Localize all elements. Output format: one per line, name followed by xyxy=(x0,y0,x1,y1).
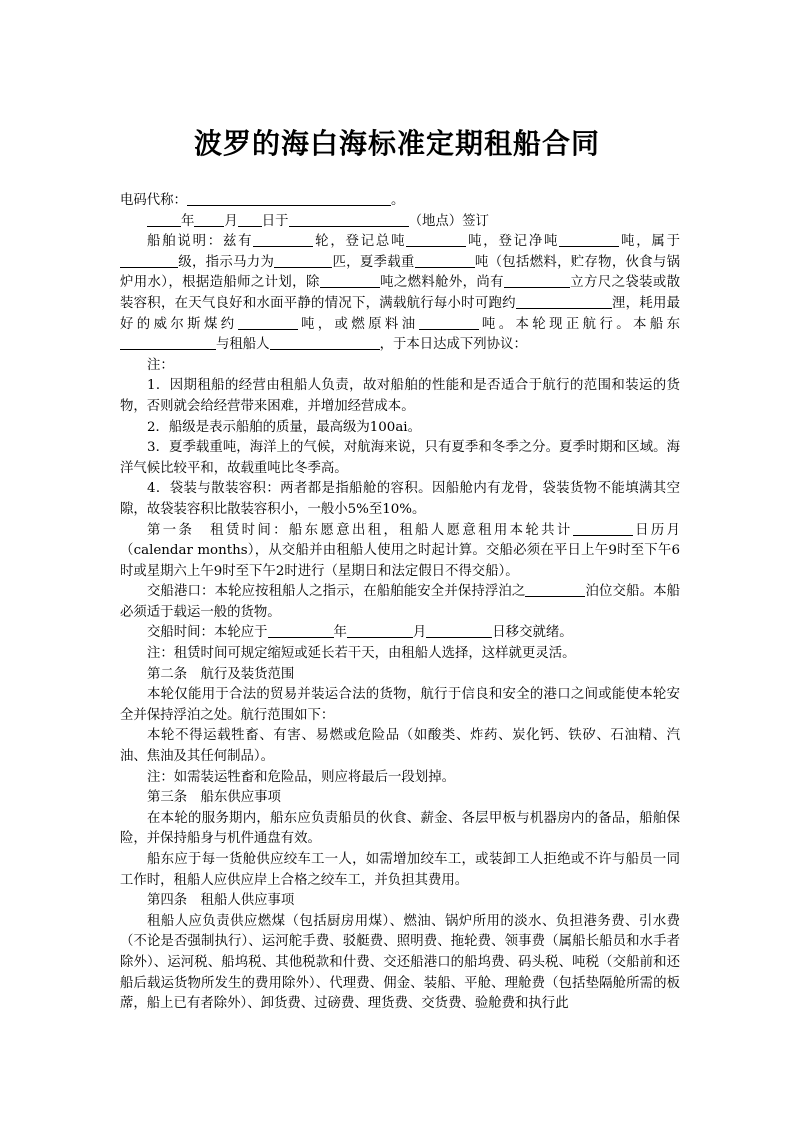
article-3-para-2: 船东应于每一货舱供应绞车工一人，如需增加绞车工，或装卸工人拒绝或不许与船员一同工作时，租船人应供应岸上合格之绞车工，并负担其费用。 xyxy=(120,852,680,888)
blank-field xyxy=(194,212,224,227)
blank-field xyxy=(289,212,409,227)
article-3-heading: 第三条 船东供应事项 xyxy=(147,790,281,806)
blank-field xyxy=(516,294,612,309)
article-4-para-1: 租船人应负责供应燃煤（包括厨房用煤）、燃油、锅炉所用的淡水、负担港务费、引水费（不论是否强制执行）、运河舵手费、驳艇费、照明费、拖轮费、领事费（属船长船员和水手者除外）、运河税、船坞税、其他税款和什费、交还船港口的船坞费、码头税、吨税（交船前和还船后载运货物所发生的费用除外）、代理费、佣金、装船、平舱、理舱费（包括垫隔舱所需的板蓆，船上已有者除外）、卸货费、过磅费、理货费、交货费、验舱费和执行此 xyxy=(120,913,680,1012)
note-1: 1．因期租船的经营由租船人负责，故对船舶的性能和是否适合于航行的范围和装运的货物，否则就会给经营带来困难，并增加经营成本。 xyxy=(120,378,680,414)
telegraph-code-line: 电码代称： 。 xyxy=(120,193,405,208)
blank-field xyxy=(415,253,475,268)
article-2-note: 注：如需装运牲畜和危险品，则应将最后一段划掉。 xyxy=(147,769,455,785)
blank-field xyxy=(419,315,479,330)
note-4: 4．袋装与散装容积：两者都是指船舱的容积。因船舱内有龙骨，袋装货物不能填满其空隙，故袋装容积比散装容积小，一般小5%至10%。 xyxy=(120,481,680,517)
article-1-note: 注：租赁时间可规定缩短或延长若干天，由租船人选择，这样就更灵活。 xyxy=(147,646,576,662)
blank-field xyxy=(406,232,466,247)
blank-field xyxy=(253,232,313,247)
article-1-delivery-time: 交船时间：本轮应于 年 月 日移交就绪。 xyxy=(147,625,573,641)
blank-field xyxy=(559,232,619,247)
blank-field xyxy=(120,335,216,350)
contract-body xyxy=(120,191,680,1015)
vessel-description: 船舶说明：兹有 轮，登记总吨 吨，登记净吨 吨，属于级，指示马力为 匹，夏季载重 吨（包括燃料，贮存物，伙食与锅炉用水），根据造船师之计划，除 吨之燃料舱外，尚有 立方尺之袋装或散装容积，在天气良好和水面平静的情况下，满载航行每小时可跑约 浬，耗用最好的威尔斯煤约 吨，或燃原料油 吨。本轮现正航行。本船东与租船人 ，于本日达成下列协议： xyxy=(120,234,681,353)
notes-label: 注： xyxy=(147,357,174,373)
signing-date-line: 年 月 日于 （地点）签订 xyxy=(120,212,680,233)
article-2-para-2: 本轮不得运载牲畜、有害、易燃或危险品（如酸类、炸药、炭化钙、铁矽、石油精、汽油、焦油及其任何制品）。 xyxy=(120,728,680,765)
article-2-heading: 第二条 航行及装货范围 xyxy=(147,666,295,682)
blank-field xyxy=(268,623,334,638)
blank-field xyxy=(238,315,298,330)
article-1-delivery-port: 交船港口：本轮应按租船人之指示，在船舶能安全并保持浮泊之 泊位交船。本船必须适于载运一般的货物。 xyxy=(120,584,681,620)
blank-field xyxy=(573,521,633,536)
note-3: 3．夏季载重吨，海洋上的气候，对航海来说，只有夏季和冬季之分。夏季时期和区域。海洋气候比较平和，故载重吨比冬季高。 xyxy=(120,440,680,476)
blank-field xyxy=(504,273,570,288)
blank-field xyxy=(270,335,380,350)
document-title: 波罗的海白海标准定期租船合同 xyxy=(193,127,600,160)
blank-field xyxy=(238,212,262,227)
blank-field xyxy=(187,191,391,206)
blank-field xyxy=(525,582,585,597)
article-3-para-1: 在本轮的服务期内，船东应负责船员的伙食、薪金、各层甲板与机器房内的备品，船舶保险，并保持船身与机件通盘有效。 xyxy=(120,810,680,847)
note-2: 2．船级是表示船舶的质量，最高级为100ai。 xyxy=(147,419,421,435)
blank-field xyxy=(274,253,332,268)
article-1-term: 第一条 租赁时间：船东愿意出租，租船人愿意租用本轮共计 日历月（calendar months），从交船并由租船人使用之时起计算。交船必须在平日上午9时至下午6时或星期六上午9时至下午2时进行（星期日和法定假日不得交船）。 xyxy=(120,522,681,579)
blank-field xyxy=(320,273,380,288)
article-2-para-1: 本轮仅能用于合法的贸易并装运合法的货物，航行于信良和安全的港口之间或能使本轮安全并保持浮泊之处。航行范围如下： xyxy=(120,687,680,723)
article-4-heading: 第四条 租船人供应事项 xyxy=(147,893,295,909)
blank-field xyxy=(426,623,492,638)
blank-field xyxy=(347,623,413,638)
blank-field xyxy=(120,253,178,268)
blank-field xyxy=(147,212,181,227)
